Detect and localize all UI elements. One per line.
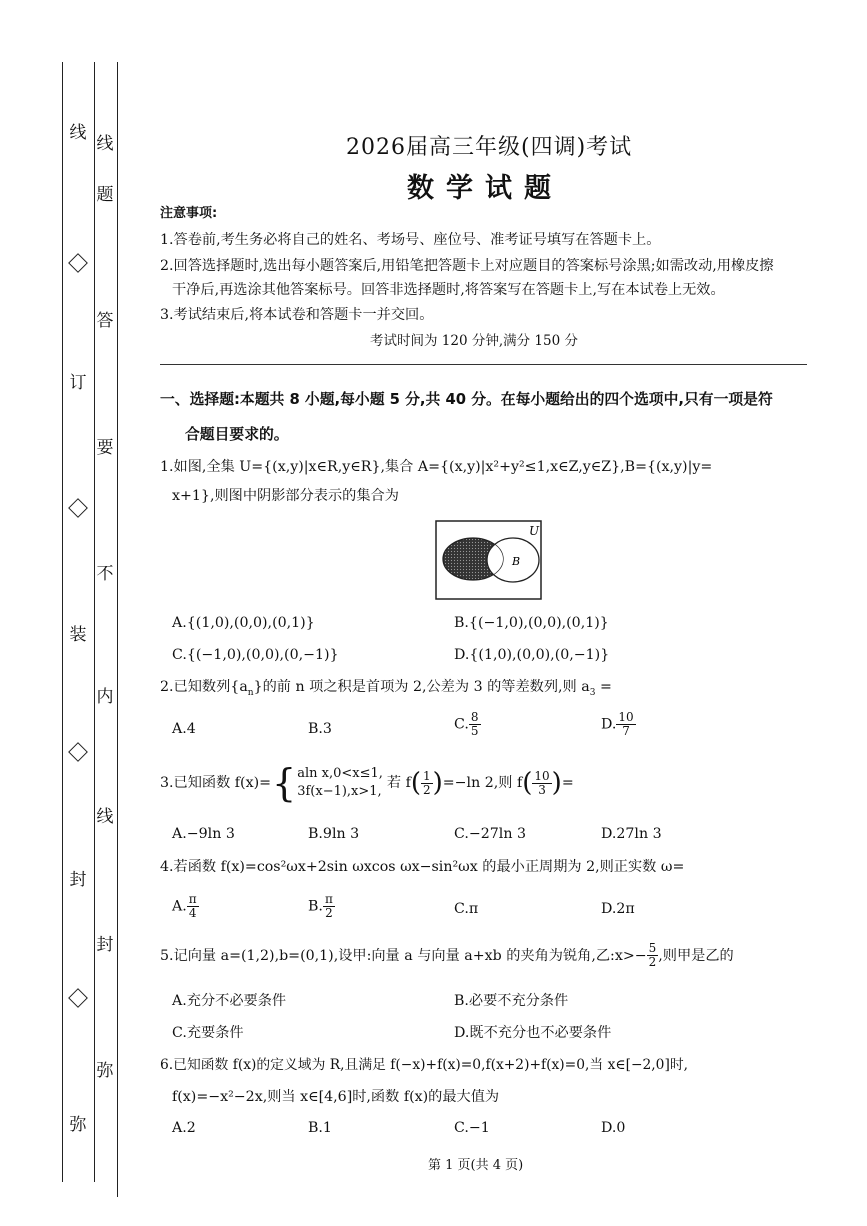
stem-part: 若 f bbox=[386, 775, 411, 791]
stem-subscript: 3 bbox=[589, 687, 596, 698]
option-d: D.既不充分也不必要条件 bbox=[454, 1025, 612, 1041]
question-stem: x+1},则图中阴影部分表示的集合为 bbox=[172, 488, 399, 504]
venn-label-u: U bbox=[529, 524, 540, 538]
numerator: π bbox=[188, 892, 197, 906]
numerator: 5 bbox=[648, 941, 657, 955]
option-b: B.必要不充分条件 bbox=[454, 993, 569, 1009]
venn-label-b: B bbox=[512, 555, 521, 568]
subject-title: 数学试题 bbox=[407, 173, 563, 204]
margin-diamond bbox=[68, 498, 88, 518]
margin-char: 答 bbox=[96, 311, 114, 331]
margin-char: 装 bbox=[69, 625, 87, 645]
margin-char: 封 bbox=[69, 870, 87, 890]
question-stem bbox=[160, 761, 574, 805]
denominator: 2 bbox=[325, 906, 333, 920]
option-d: D.0 bbox=[601, 1120, 626, 1136]
margin-char: 线 bbox=[96, 134, 114, 154]
margin-char: 不 bbox=[96, 564, 114, 584]
notice-item: 3.考试结束后,将本试卷和答题卡一并交回。 bbox=[160, 307, 434, 323]
option-d: D.27ln 3 bbox=[601, 826, 662, 842]
fraction bbox=[187, 893, 199, 920]
option-a: A.{(1,0),(0,0),(0,1)} bbox=[172, 615, 315, 631]
option-b: B.{(−1,0),(0,0),(0,1)} bbox=[454, 615, 609, 631]
numerator: 1 bbox=[422, 768, 431, 783]
question-stem bbox=[160, 942, 734, 969]
margin-diamond bbox=[68, 742, 88, 762]
margin-char: 线 bbox=[69, 123, 87, 143]
denominator: 2 bbox=[422, 782, 431, 797]
margin-char: 题 bbox=[96, 185, 114, 205]
question-stem: 6.已知函数 f(x)的定义域为 R,且满足 f(−x)+f(x)=0,f(x+2)+f(x)=0,当 x∈[−2,0]时, bbox=[160, 1057, 689, 1073]
margin-char: 弥 bbox=[69, 1115, 87, 1135]
fraction bbox=[647, 942, 659, 969]
stem-part: 5.记向量 a=(1,2),b=(0,1),设甲:向量 a 与向量 a+xb 的夹角为锐角,乙:x>− bbox=[160, 947, 647, 964]
margin-char: 要 bbox=[96, 438, 114, 458]
paren-right: ) bbox=[551, 768, 562, 798]
margin-line-outer bbox=[62, 62, 63, 1182]
margin-line-middle bbox=[94, 62, 95, 1182]
fraction bbox=[421, 770, 433, 797]
margin-diamond bbox=[68, 988, 88, 1008]
option-c: C.充要条件 bbox=[172, 1025, 244, 1041]
stem-part: = bbox=[561, 775, 574, 791]
stem-part: 3.已知函数 f(x)= bbox=[160, 775, 272, 791]
stem-part: ,则甲是乙的 bbox=[658, 947, 734, 964]
fraction bbox=[323, 893, 335, 920]
option-a: A.4 bbox=[172, 721, 196, 737]
option-b: B.9ln 3 bbox=[308, 826, 360, 842]
margin-diamond bbox=[68, 253, 88, 273]
option-a: A.充分不必要条件 bbox=[172, 993, 287, 1009]
page-number: 第 1 页(共 4 页) bbox=[428, 1158, 524, 1173]
margin-char: 弥 bbox=[96, 1061, 114, 1081]
question-stem: 1.如图,全集 U={(x,y)|x∈R,y∈R},集合 A={(x,y)|x²+y²≤1,x∈Z,y∈Z},B={(x,y)|y= bbox=[160, 459, 713, 475]
stem-subscript: n bbox=[247, 687, 254, 698]
option-label: A. bbox=[172, 898, 187, 915]
fraction bbox=[469, 711, 481, 738]
fraction bbox=[616, 711, 635, 738]
option-c bbox=[454, 711, 481, 738]
denominator: 7 bbox=[622, 724, 630, 738]
option-b: B.3 bbox=[308, 721, 332, 737]
piecewise-cases bbox=[297, 765, 383, 801]
paren-right: ) bbox=[432, 768, 443, 798]
fraction bbox=[532, 770, 551, 797]
option-a: A.−9ln 3 bbox=[172, 826, 235, 842]
denominator: 3 bbox=[538, 782, 546, 797]
notice-item: 2.回答选择题时,选出每小题答案后,用铅笔把答题卡上对应题目的答案标号涂黑;如需改动,用橡皮擦 bbox=[160, 258, 774, 274]
option-c: C.−1 bbox=[454, 1120, 490, 1136]
stem-part: 2.已知数列{a bbox=[160, 679, 248, 695]
margin-char: 封 bbox=[96, 935, 114, 955]
margin-line-inner bbox=[117, 62, 118, 1197]
stem-part: = bbox=[595, 679, 612, 695]
venn-diagram bbox=[435, 520, 542, 600]
margin-char: 线 bbox=[96, 807, 114, 827]
option-d: D.{(1,0),(0,0),(0,−1)} bbox=[454, 647, 610, 663]
question-stem: f(x)=−x²−2x,则当 x∈[4,6]时,函数 f(x)的最大值为 bbox=[172, 1089, 500, 1105]
denominator: 2 bbox=[648, 955, 657, 969]
paren-left: ( bbox=[410, 768, 421, 798]
case-2: 3f(x−1),x>1, bbox=[297, 784, 382, 799]
margin-char: 内 bbox=[96, 687, 114, 707]
option-d: D.2π bbox=[601, 901, 635, 917]
option-b bbox=[308, 893, 335, 920]
option-b: B.1 bbox=[308, 1120, 332, 1136]
stem-part: }的前 n 项之积是首项为 2,公差为 3 的等差数列,则 a bbox=[253, 679, 590, 695]
numerator: π bbox=[324, 892, 333, 906]
divider bbox=[160, 364, 807, 365]
section-heading: 一、选择题:本题共 8 小题,每小题 5 分,共 40 分。在每小题给出的四个选项中,只有一项是符 bbox=[160, 391, 773, 408]
exam-time: 考试时间为 120 分钟,满分 150 分 bbox=[370, 333, 578, 349]
numerator: 10 bbox=[534, 768, 550, 783]
option-a: A.2 bbox=[172, 1120, 196, 1136]
option-a bbox=[172, 893, 199, 920]
option-c: C.{(−1,0),(0,0),(0,−1)} bbox=[172, 647, 339, 663]
brace: { bbox=[272, 761, 297, 805]
stem-part: =−ln 2,则 f bbox=[442, 775, 523, 791]
case-1: aln x,0<x≤1, bbox=[297, 766, 383, 781]
denominator: 5 bbox=[470, 724, 479, 738]
notice-item: 干净后,再选涂其他答案标号。回答非选择题时,将答案写在答题卡上,写在本试卷上无效。 bbox=[172, 282, 725, 298]
notice-item: 1.答卷前,考生务必将自己的姓名、考场号、座位号、准考证号填写在答题卡上。 bbox=[160, 232, 661, 248]
notice-heading: 注意事项: bbox=[160, 206, 218, 221]
section-heading: 合题目要求的。 bbox=[185, 426, 289, 443]
exam-title: 2026届高三年级(四调)考试 bbox=[346, 135, 633, 160]
numerator: 10 bbox=[618, 710, 634, 724]
option-d bbox=[601, 711, 636, 738]
paren-left: ( bbox=[522, 768, 533, 798]
question-stem: 4.若函数 f(x)=cos²ωx+2sin ωxcos ωx−sin²ωx 的最小正周期为 2,则正实数 ω= bbox=[160, 859, 685, 875]
option-c: C.−27ln 3 bbox=[454, 826, 527, 842]
option-c: C.π bbox=[454, 901, 479, 917]
option-label: B. bbox=[308, 898, 323, 915]
denominator: 4 bbox=[188, 906, 197, 920]
question-stem bbox=[160, 677, 612, 703]
option-label: D. bbox=[601, 716, 617, 733]
numerator: 8 bbox=[470, 710, 479, 724]
margin-char: 订 bbox=[69, 373, 87, 393]
option-label: C. bbox=[454, 716, 469, 733]
